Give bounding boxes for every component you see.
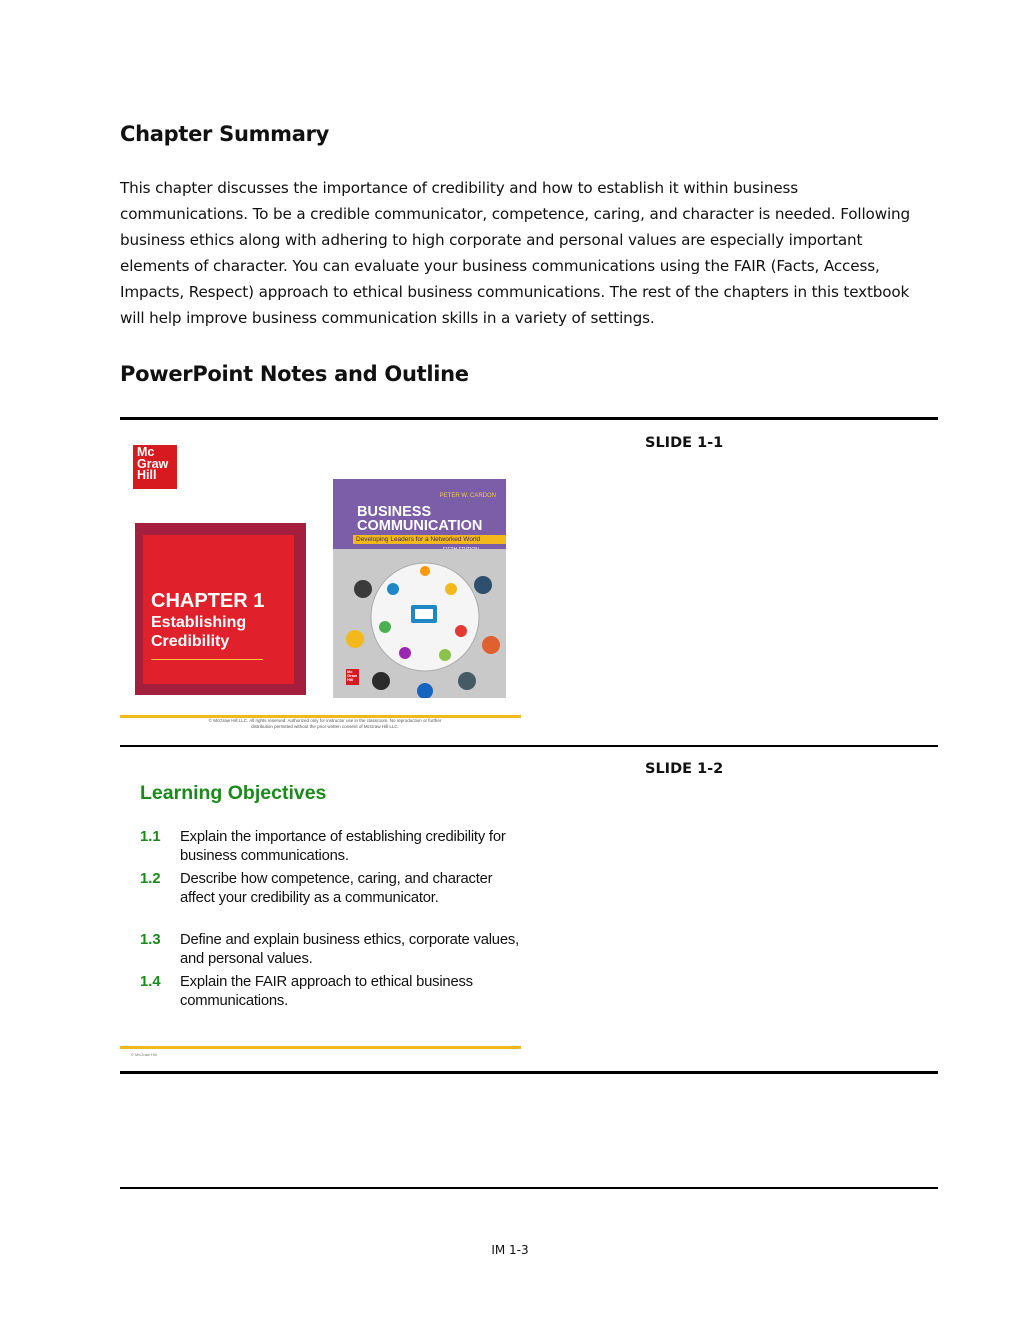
objective-text: Explain the importance of establishing credibility for business communications. [180, 829, 506, 864]
slide-2-label: SLIDE 1-2 [645, 761, 724, 777]
mcgraw-hill-logo: Mc Graw Hill [133, 445, 177, 489]
chapter-number: CHAPTER 1 [151, 590, 265, 612]
table-row-divider [120, 1071, 938, 1074]
objective-number: 1.3 [140, 932, 161, 948]
table-top-border [120, 417, 938, 420]
learning-objectives-heading: Learning Objectives [140, 782, 327, 804]
chapter-name: Establishing Credibility [151, 614, 247, 650]
objective-number: 1.2 [140, 871, 161, 887]
slide-2-copyright: © McGraw Hill [131, 1052, 157, 1057]
chapter-summary-body: This chapter discusses the importance of credibility and how to establish it within business communications. To be a credible communicator, competence, caring, and character is needed. Following business ethics along with adhering to high corporate and personal values are especially important elements of character. You can evaluate your business communications using the FAIR (Facts, Access, Impacts, Respect) approach to ethical business communications. The rest of the chapters in this textbook will help improve business communication skills in a variety of settings. [120, 179, 911, 327]
powerpoint-notes-heading: PowerPoint Notes and Outline [120, 362, 469, 386]
objective-text: Define and explain business ethics, corporate values, and personal values. [180, 932, 519, 967]
page-number: IM 1-3 [491, 1243, 529, 1257]
chapter-summary-heading: Chapter Summary [120, 122, 330, 146]
slide-2-gold-rule [120, 1046, 521, 1049]
book-cover [333, 479, 506, 698]
book-author: PETER W. CARDON [439, 493, 496, 499]
slide-1-copyright: © McGraw Hill LLC. All rights reserved. Authorized only for instructor use in the classroom. No reproduction or further distribution permitted without the prior written consent of McGraw Hill LLC. [208, 718, 442, 729]
table-bottom-border [120, 1187, 938, 1189]
book-title: BUSINESS COMMUNICATION [357, 504, 483, 534]
objective-text: Describe how competence, caring, and character affect your credibility as a communicator. [180, 871, 493, 906]
table-row-divider [120, 745, 938, 747]
objective-text: Explain the FAIR approach to ethical business communications. [180, 974, 473, 1009]
chapter-title-card [135, 523, 306, 695]
slide-1-label: SLIDE 1-1 [645, 435, 724, 451]
chapter-underline [151, 659, 263, 660]
objective-number: 1.4 [140, 974, 161, 990]
objective-number: 1.1 [140, 829, 161, 845]
book-subtitle: Developing Leaders for a Networked World [353, 535, 506, 544]
book-publisher-logo: Mc Graw Hill [346, 669, 359, 685]
